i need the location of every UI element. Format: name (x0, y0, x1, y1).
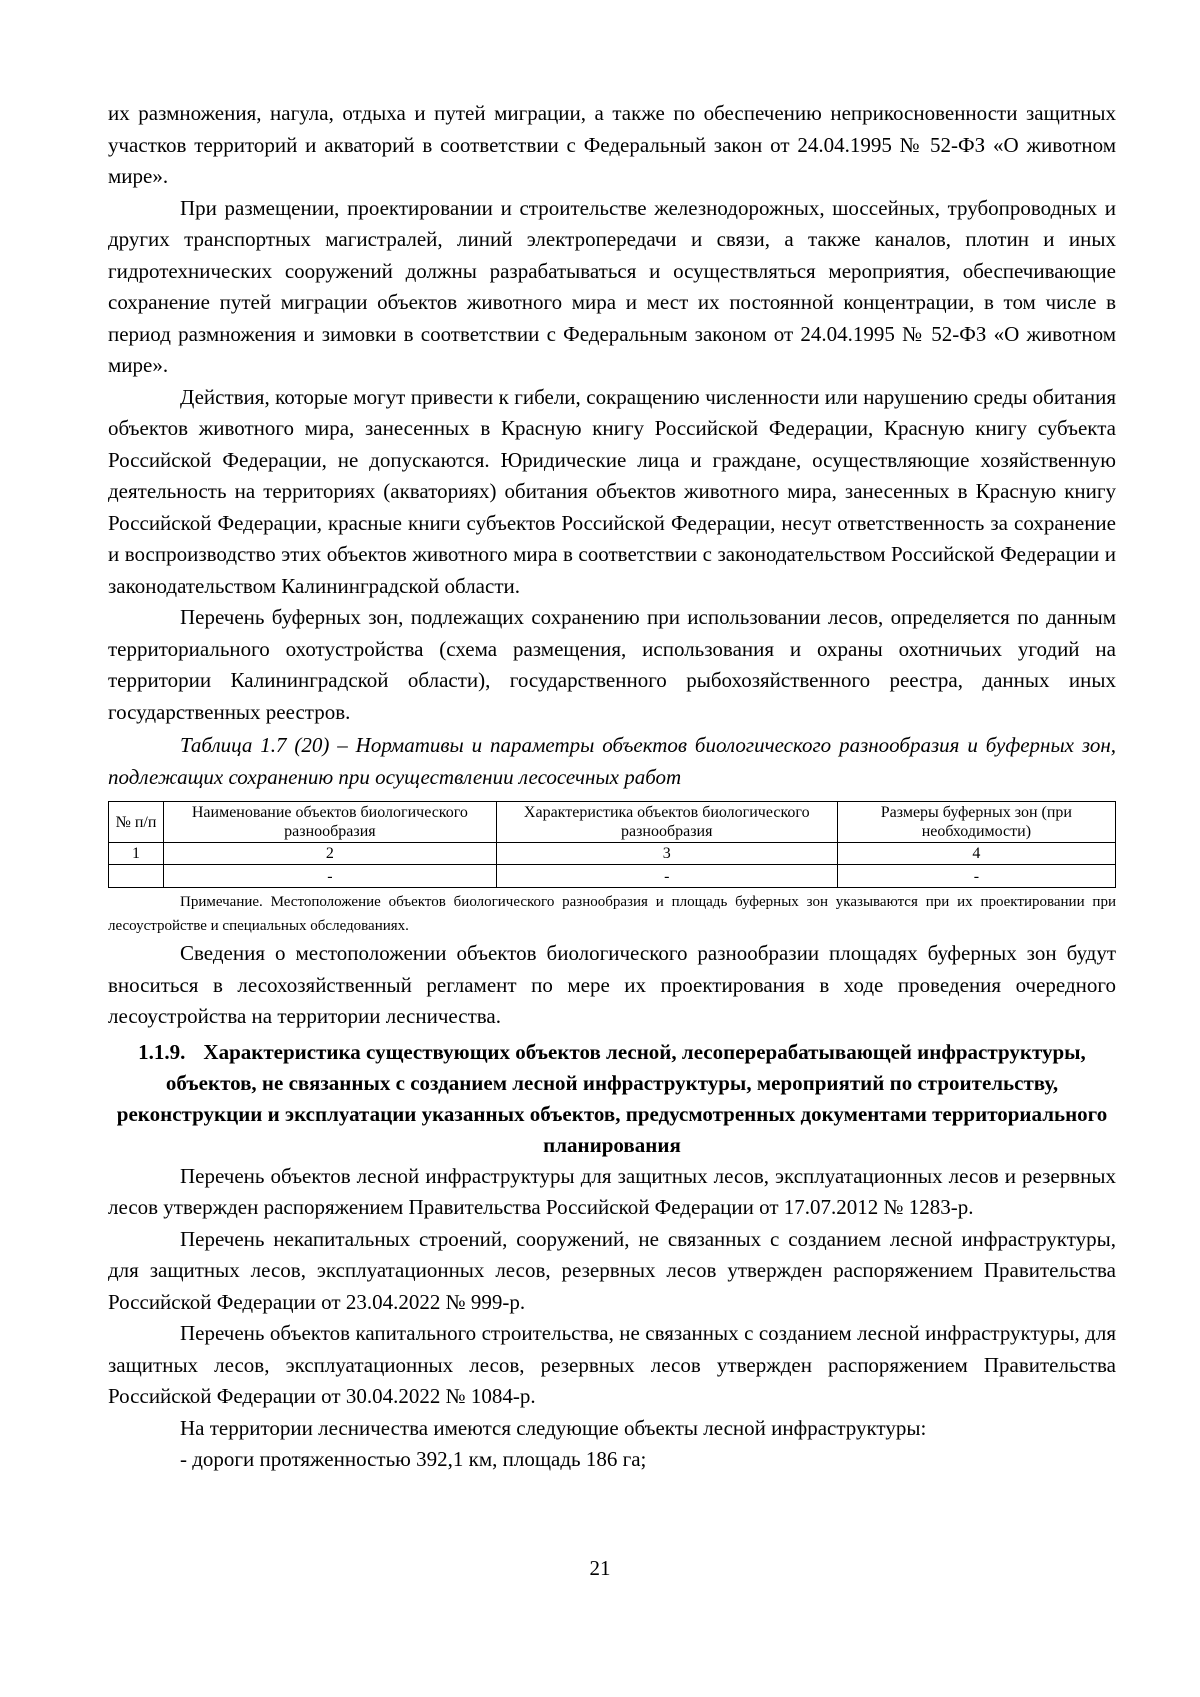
paragraph: Сведения о местоположении объектов биологического разнообразии площадях буферных зон будут вноситься в лесохозяйственный регламент по мере их проектирования в ходе проведения очередного лесоустройства на территории лесничества. (108, 941, 1116, 1028)
table-cell: 4 (837, 843, 1115, 865)
section-title: Характеристика существующих объектов лесной, лесоперерабатывающей инфраструктуры, объектов, не связанных с созданием лесной инфраструктуры, мероприятий по строительству, реконструкции и эксплуатации указанных объектов, предусмотренных документами территориального планирования (116, 1039, 1108, 1157)
table-header-cell: № п/п (109, 802, 164, 843)
table-cell: 3 (496, 843, 837, 865)
table-row (109, 865, 1116, 888)
table-header-cell: Наименование объектов биологического разнообразия (164, 802, 497, 843)
paragraph: Перечень некапитальных строений, сооружений, не связанных с созданием лесной инфраструктуры, для защитных лесов, эксплуатационных лесов, резервных лесов утвержден распоряжением Правительства Российской Федерации от 23.04.2022 № 999-р. (108, 1226, 1116, 1314)
paragraph: При размещении, проектировании и строительстве железнодорожных, шоссейных, трубопроводных и других транспортных магистралей, линий электропередачи и связи, а также каналов, плотин и иных гидротехнических сооружений должны разрабатываться и осуществляться мероприятия, обеспечивающие сохранение путей миграции объектов животного мира и мест их постоянной концентрации, в том числе в период размножения и зимовки в соответствии с Федеральным законом от 24.04.1995 № 52-ФЗ «О животном мире». (108, 195, 1116, 377)
table-row (109, 843, 1116, 865)
table-header-row (109, 802, 1116, 843)
list-item: - дороги протяженностью 392,1 км, площадь 186 га; (180, 1447, 647, 1471)
table-cell (109, 865, 164, 888)
document-page (108, 98, 1116, 1476)
table-cell: - (496, 865, 837, 888)
paragraph: На территории лесничества имеются следующие объекты лесной инфраструктуры: (180, 1415, 927, 1440)
table-cell: - (837, 865, 1115, 888)
table-caption: Таблица 1.7 (20) – Нормативы и параметры объектов биологического разнообразия и буферных зон, подлежащих сохранению при осуществлении лесосечных работ (108, 733, 1116, 789)
table-header-cell: Размеры буферных зон (при необходимости) (837, 802, 1115, 843)
biodiversity-table (108, 801, 1116, 888)
section-heading (108, 1037, 1116, 1161)
paragraph: Перечень буферных зон, подлежащих сохранению при использовании лесов, определяется по данным территориального охотустройства (схема размещения, использования и охраны охотничьих угодий на территории Калининградской области), государственного рыбохозяйственного реестра, данных иных государственных реестров. (108, 605, 1116, 724)
table-cell: - (164, 865, 497, 888)
page-number: 21 (589, 1556, 611, 1580)
table-note: Примечание. Местоположение объектов биологического разнообразия и площадь буферных зон указываются при их проектировании при лесоустройстве и специальных обследованиях. (108, 894, 1116, 934)
table-cell: 2 (164, 843, 497, 865)
section-number: 1.1.9. (138, 1039, 186, 1064)
table-header-cell: Характеристика объектов биологического разнообразия (496, 802, 837, 843)
paragraph: Перечень объектов капитального строительства, не связанных с созданием лесной инфраструктуры, для защитных лесов, эксплуатационных лесов, резервных лесов утвержден распоряжением Правительства Российской Федерации от 30.04.2022 № 1084-р. (108, 1321, 1116, 1408)
paragraph: Действия, которые могут привести к гибели, сокращению численности или нарушению среды обитания объектов животного мира, занесенных в Красную книгу Российской Федерации, Красную книгу субъекта Российской Федерации, не допускаются. Юридические лица и граждане, осуществляющие хозяйственную деятельность на территориях (акваториях) обитания объектов животного мира, занесенных в Красную книгу Российской Федерации, красные книги субъектов Российской Федерации, несут ответственность за сохранение и воспроизводство этих объектов животного мира в соответствии с законодательством Российской Федерации и законодательством Калининградской области. (108, 384, 1116, 598)
paragraph: их размножения, нагула, отдыха и путей миграции, а также по обеспечению неприкосновенности защитных участков территорий и акваторий в соответствии с Федеральный закон от 24.04.1995 № 52-ФЗ «О животном мире». (108, 101, 1116, 188)
paragraph: Перечень объектов лесной инфраструктуры для защитных лесов, эксплуатационных лесов и резервных лесов утвержден распоряжением Правительства Российской Федерации от 17.07.2012 № 1283-р. (108, 1163, 1116, 1219)
table-cell: 1 (109, 843, 164, 865)
